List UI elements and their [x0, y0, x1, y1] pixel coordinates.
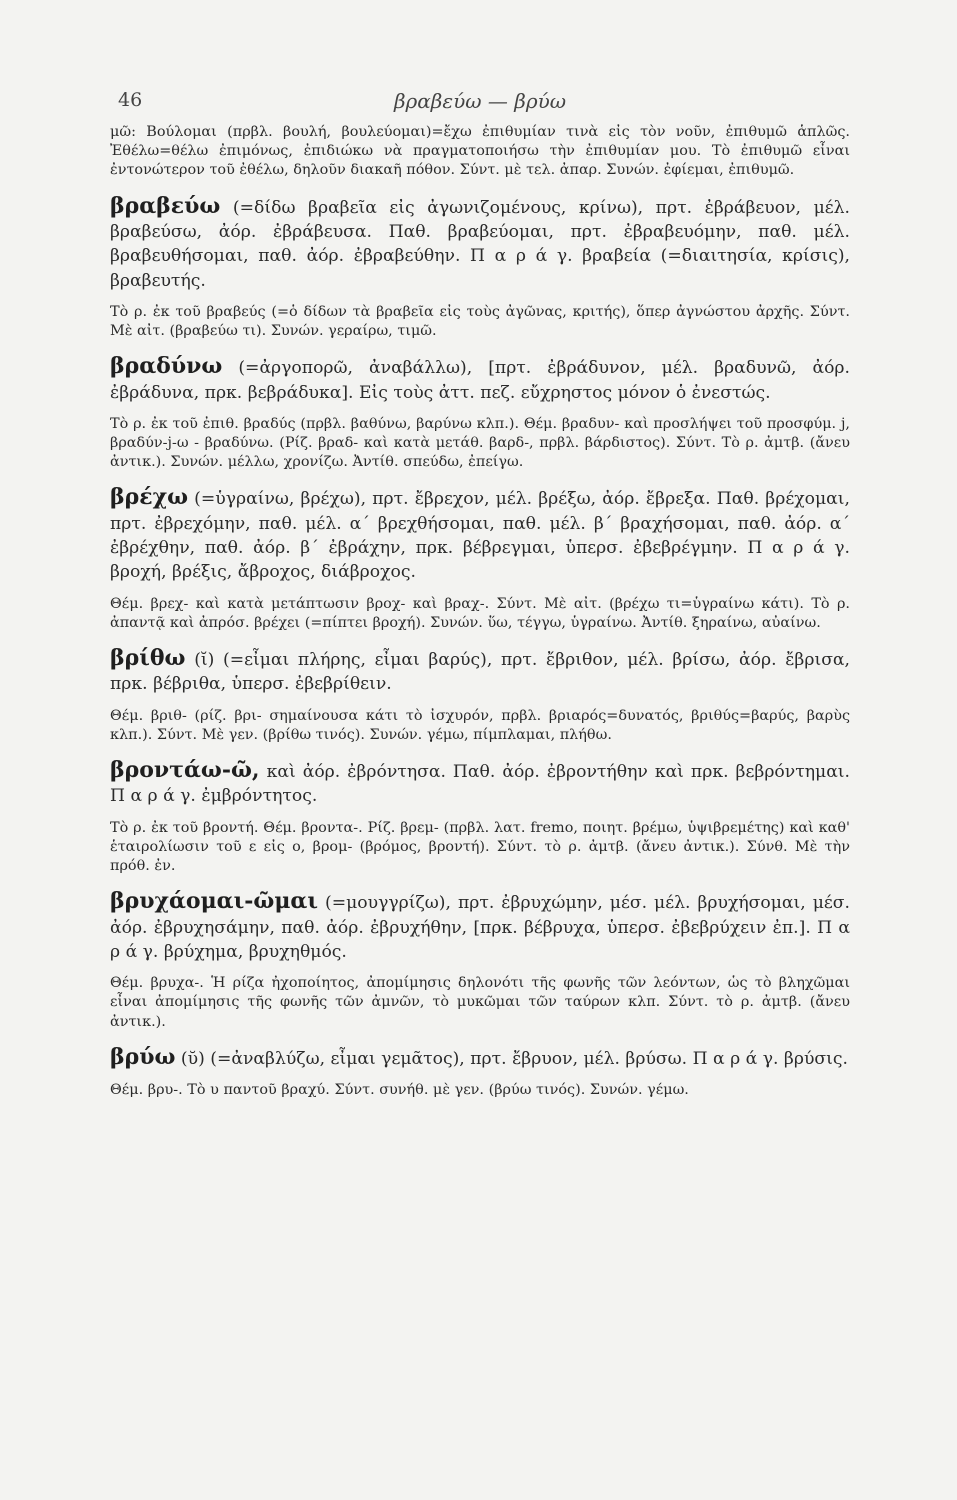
entry-brecho	[110, 485, 850, 633]
head-lemma: βραβεύω	[110, 192, 221, 219]
entry-brabeuo	[110, 194, 850, 342]
entry-main-text	[110, 889, 850, 964]
head-lemma: βραδύνω	[110, 353, 223, 380]
page-header	[110, 85, 850, 115]
entry-main-text	[110, 646, 850, 697]
entry-note: Τὸ ρ. ἐκ τοῦ ἐπιθ. βραδύς (πρβλ. βαθύνω, βαρύνω κλπ.). Θέμ. βραδυν- καὶ προσλήψει τοῦ προσφύμ. j, βραδύν-j-ω - βραδύνω. (Ρίζ. βραδ- καὶ κατὰ μετάθ. βαρδ-, πρβλ. βάρδιστος). Σύντ. Τὸ ρ. ἀμτβ. (ἄνευ ἀντικ.). Συνών. μέλλω, χρονίζω. Ἀντίθ. σπεύδω, ἐπείγω.	[110, 415, 850, 471]
entry-continuation	[110, 123, 850, 181]
dictionary-content	[110, 120, 850, 1100]
page-number: 46	[118, 89, 143, 111]
entry-main-text	[110, 194, 850, 293]
entry-main-text	[110, 758, 850, 809]
entry-note: Θέμ. βρυ-. Τὸ υ παντοῦ βραχύ. Σύντ. συνήθ. μὲ γεν. (βρύω τινός). Συνών. γέμω.	[110, 1082, 689, 1098]
entry-body: (=ἀργοπορῶ, ἀναβάλλω), [πρτ. ἐβράδυνον, μέλ. βραδυνῶ, ἀόρ. ἐβράδυνα, πρκ. βεβράδυκα]. Εἰς τοὺς ἀττ. πεζ. εὔχρηστος μόνον ὁ ἐνεστώς.	[110, 358, 850, 403]
entry-body: (=δίδω βραβεῖα εἰς ἀγωνιζομένους, κρίνω), πρτ. ἐβράβευον, μέλ. βραβεύσω, ἀόρ. ἐβράβευσα. Παθ. βραβεύομαι, πρτ. ἐβραβευόμην, παθ. μέλ. βραβευθήσομαι, παθ. ἀόρ. ἐβραβεύθην. Π α ρ ά γ. βραβεία (=διαιτησία, κρίσις), βραβευτής.	[110, 197, 850, 291]
entry-body: (ῐ) (=εἶμαι πλήρης, εἶμαι βαρύς), πρτ. ἔβριθον, μέλ. βρίσω, ἀόρ. ἔβρισα, πρκ. βέβριθα, ὑπερσ. ἐβεβρίθειν.	[110, 650, 851, 695]
entry-main-text	[110, 1045, 850, 1071]
entry-note: Θέμ. βριθ- (ρίζ. βρι- σημαίνουσα κάτι τὸ ἰσχυρόν, πρβλ. βριαρός=δυνατός, βριθύς=βαρύς, βαρὺς κλπ.). Σύντ. Μὲ γεν. (βρίθω τινός). Συνών. γέμω, πίμπλαμαι, πλήθω.	[110, 707, 850, 743]
entry-brontao	[110, 758, 850, 876]
entry-body: (=μουγγρίζω), πρτ. ἐβρυχώμην, μέσ. μέλ. βρυχήσομαι, μέσ. ἀόρ. ἐβρυχησάμην, παθ. ἀόρ. ἐβρυχήθην, [πρκ. βέβρυχα, ὑπερσ. ἐβεβρύχειν ἐπ.]. Π α ρ ά γ. βρύχημα, βρυχηθμός.	[110, 893, 850, 962]
entry-note: μῶ: Βούλομαι (πρβλ. βουλή, βουλεύομαι)=ἔχω ἐπιθυμίαν τινὰ εἰς τὸν νοῦν, ἐπιθυμῶ ἁπλῶς. Ἐθέλω=θέλω ἐπιμόνως, ἐπιδιώκω νὰ πραγματοποιήσω τὴν ἐπιθυμίαν μου. Τὸ ἐπιθυμῶ εἶναι ἐντονώτερον τοῦ ἐθέλω, δηλοῦν διακαῆ πόθον. Σύντ. μὲ τελ. ἀπαρ. Συνών. ἐφίεμαι, ἐπιθυμῶ.	[110, 124, 850, 179]
entry-bradyno	[110, 354, 850, 472]
entry-note: Θέμ. βρεχ- καὶ κατὰ μετάπτωσιν βροχ- καὶ βραχ-. Σύντ. Μὲ αἰτ. (βρέχω τι=ὑγραίνω κάτι). Τὸ ρ. ἀπαντᾷ καὶ ἀπρόσ. βρέχει (=πίπτει βροχή). Συνών. ὕω, τέγγω, ὑγραίνω. Ἀντίθ. ξηραίνω, αὐαίνω.	[110, 595, 850, 631]
head-lemma: βροντάω-ῶ,	[110, 757, 260, 783]
entry-note: Τὸ ρ. ἐκ τοῦ βραβεύς (=ὁ δίδων τὰ βραβεῖα εἰς τοὺς ἀγῶνας, κριτής), ὅπερ ἀγνώστου ἀρχῆς. Σύντ. Μὲ αἰτ. (βραβεύω τι). Συνών. γεραίρω, τιμῶ.	[110, 303, 850, 339]
entry-britho	[110, 646, 850, 745]
entry-main-text	[110, 354, 850, 405]
head-lemma: βρέχω	[110, 484, 189, 511]
entry-body: καὶ ἀόρ. ἐβρόντησα. Παθ. ἀόρ. ἐβροντήθην καὶ πρκ. βεβρόντημαι. Π α ρ ά γ. ἐμβρόντητος.	[110, 762, 851, 807]
entry-bryo	[110, 1045, 850, 1101]
head-lemma: βρύω	[110, 1043, 176, 1070]
entry-brychaomai	[110, 889, 850, 1032]
entry-main-text	[110, 485, 850, 584]
entry-body: (ῠ) (=ἀναβλύζω, εἶμαι γεμᾶτος), πρτ. ἔβρυον, μέλ. βρύσω. Π α ρ ά γ. βρύσις.	[180, 1048, 848, 1069]
head-lemma: βρυχάομαι-ῶμαι	[110, 888, 319, 915]
entry-note: Τὸ ρ. ἐκ τοῦ βροντή. Θέμ. βροντα-. Ρίζ. βρεμ- (πρβλ. λατ. fremo, ποιητ. βρέμω, ὑψιβρεμέτης) καὶ καθ' ἑταιρολίωσιν τοῦ ε εἰς ο, βρομ- (βρόμος, βροντή). Σύντ. τὸ ρ. ἀμτβ. (ἄνευ ἀντικ.). Σύνθ. Μὲ τὴν πρόθ. ἐν.	[110, 819, 850, 874]
entry-body: (=ὑγραίνω, βρέχω), πρτ. ἔβρεχον, μέλ. βρέξω, ἀόρ. ἔβρεξα. Παθ. βρέχομαι, πρτ. ἐβρεχόμην, παθ. μέλ. α΄ βρεχθήσομαι, παθ. μέλ. β΄ βραχήσομαι, παθ. ἀόρ. α΄ ἐβρέχθην, παθ. ἀόρ. β΄ ἐβράχην, πρκ. βέβρεγμαι, ὑπερσ. ἐβεβρέγμην. Π α ρ ά γ. βροχή, βρέξις, ἄβροχος, διάβροχος.	[110, 489, 850, 583]
running-head: βραβεύω — βρύω	[393, 89, 567, 113]
head-lemma: βρίθω	[110, 645, 186, 671]
entry-note: Θέμ. βρυχα-. Ἡ ρίζα ἠχοποίητος, ἀπομίμησις δηλονότι τῆς φωνῆς τῶν λεόντων, ὡς τὸ βληχῶμαι εἶναι ἀπομίμησις τῆς φωνῆς τῶν ἀμνῶν, τὸ μυκῶμαι τῶν ταύρων κλπ. Σύντ. τὸ ρ. ἀμτβ. (ἄνευ ἀντικ.).	[110, 975, 850, 1030]
